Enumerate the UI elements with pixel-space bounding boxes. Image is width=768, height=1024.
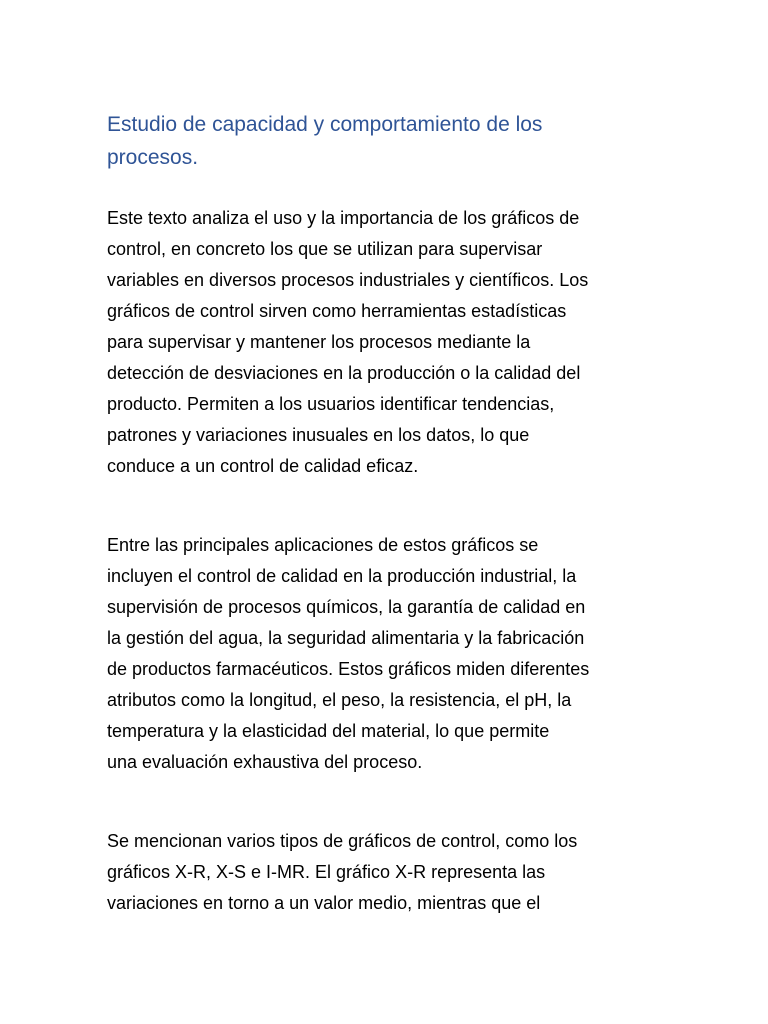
text-line: Este texto analiza el uso y la importancia de los gráficos de (107, 208, 580, 228)
text-line: Entre las principales aplicaciones de estos gráficos se (107, 535, 539, 555)
text-line: variaciones en torno a un valor medio, mientras que el (107, 893, 541, 913)
text-line: detección de desviaciones en la producción o la calidad del (107, 363, 581, 383)
text-line: producto. Permiten a los usuarios identificar tendencias, (107, 394, 555, 414)
text-line: la gestión del agua, la seguridad alimentaria y la fabricación (107, 628, 585, 648)
title-line: procesos. (107, 146, 199, 169)
text-line: gráficos X-R, X-S e I-MR. El gráfico X-R representa las (107, 862, 546, 882)
text-line: Se mencionan varios tipos de gráficos de control, como los (107, 831, 578, 851)
paragraph-applications (107, 530, 677, 778)
paragraph-chart-types (107, 826, 677, 919)
text-line: incluyen el control de calidad en la producción industrial, la (107, 566, 577, 586)
text-line: atributos como la longitud, el peso, la resistencia, el pH, la (107, 690, 572, 710)
text-line: variables en diversos procesos industriales y científicos. Los (107, 270, 589, 290)
text-line: patrones y variaciones inusuales en los datos, lo que (107, 425, 530, 445)
text-line: control, en concreto los que se utilizan para supervisar (107, 239, 543, 259)
text-line: supervisión de procesos químicos, la garantía de calidad en (107, 597, 586, 617)
text-line: temperatura y la elasticidad del material, lo que permite (107, 721, 550, 741)
title-line: Estudio de capacidad y comportamiento de los (107, 113, 543, 136)
text-line: gráficos de control sirven como herramientas estadísticas (107, 301, 567, 321)
document-title (107, 108, 667, 174)
text-line: de productos farmacéuticos. Estos gráficos miden diferentes (107, 659, 590, 679)
text-line: conduce a un control de calidad eficaz. (107, 456, 419, 476)
text-line: para supervisar y mantener los procesos mediante la (107, 332, 531, 352)
text-line: una evaluación exhaustiva del proceso. (107, 752, 423, 772)
paragraph-intro (107, 203, 677, 482)
